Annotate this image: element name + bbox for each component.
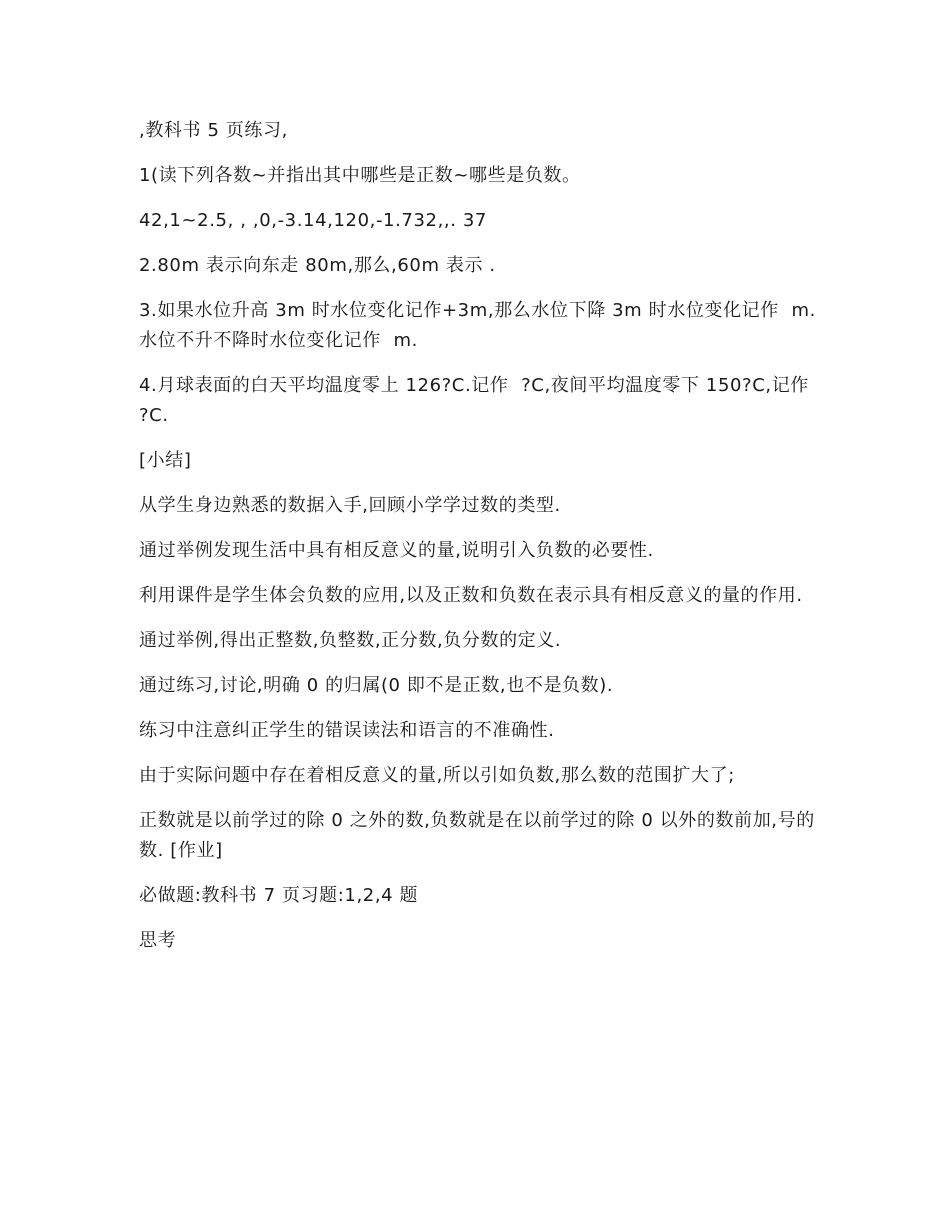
paragraph-question-1: 1(读下列各数~并指出其中哪些是正数~哪些是负数。 bbox=[139, 165, 581, 186]
paragraph-exercise-heading: ,教科书 5 页练习, bbox=[139, 120, 288, 141]
paragraph-summary-6: 练习中注意纠正学生的错误读法和语言的不准确性. bbox=[139, 720, 555, 741]
paragraph-question-2: 2.80m 表示向东走 80m,那么,60m 表示 . bbox=[139, 255, 496, 276]
paragraph-homework: 必做题:教科书 7 页习题:1,2,4 题 bbox=[139, 885, 419, 906]
paragraph-question-4: 4.月球表面的白天平均温度零上 126?C.记作 ?C,夜间平均温度零下 150?C,记作 ?C. bbox=[139, 375, 822, 426]
paragraph-summary-4: 通过举例,得出正整数,负整数,正分数,负分数的定义. bbox=[139, 630, 562, 651]
paragraph-summary-3: 利用课件是学生体会负数的应用,以及正数和负数在表示具有相反意义的量的作用. bbox=[139, 585, 803, 606]
paragraph-number-list: 42,1~2.5, , ,0,-3.14,120,-1.732,,. 37 bbox=[139, 210, 487, 231]
document-body bbox=[139, 116, 822, 971]
paragraph-summary-2: 通过举例发现生活中具有相反意义的量,说明引入负数的必要性. bbox=[139, 540, 654, 561]
paragraph-summary-8: 正数就是以前学过的除 0 之外的数,负数就是在以前学过的除 0 以外的数前加,号的数. [作业] bbox=[139, 810, 815, 861]
paragraph-summary-1: 从学生身边熟悉的数据入手,回顾小学学过数的类型. bbox=[139, 495, 561, 516]
paragraph-summary-heading: [小结] bbox=[139, 450, 192, 471]
paragraph-question-3: 3.如果水位升高 3m 时水位变化记作+3m,那么水位下降 3m 时水位变化记作 m.水位不升不降时水位变化记作 m. bbox=[139, 300, 816, 351]
paragraph-thinking: 思考 bbox=[139, 930, 177, 951]
paragraph-summary-5: 通过练习,讨论,明确 0 的归属(0 即不是正数,也不是负数). bbox=[139, 675, 614, 696]
paragraph-summary-7: 由于实际问题中存在着相反意义的量,所以引如负数,那么数的范围扩大了; bbox=[139, 765, 735, 786]
